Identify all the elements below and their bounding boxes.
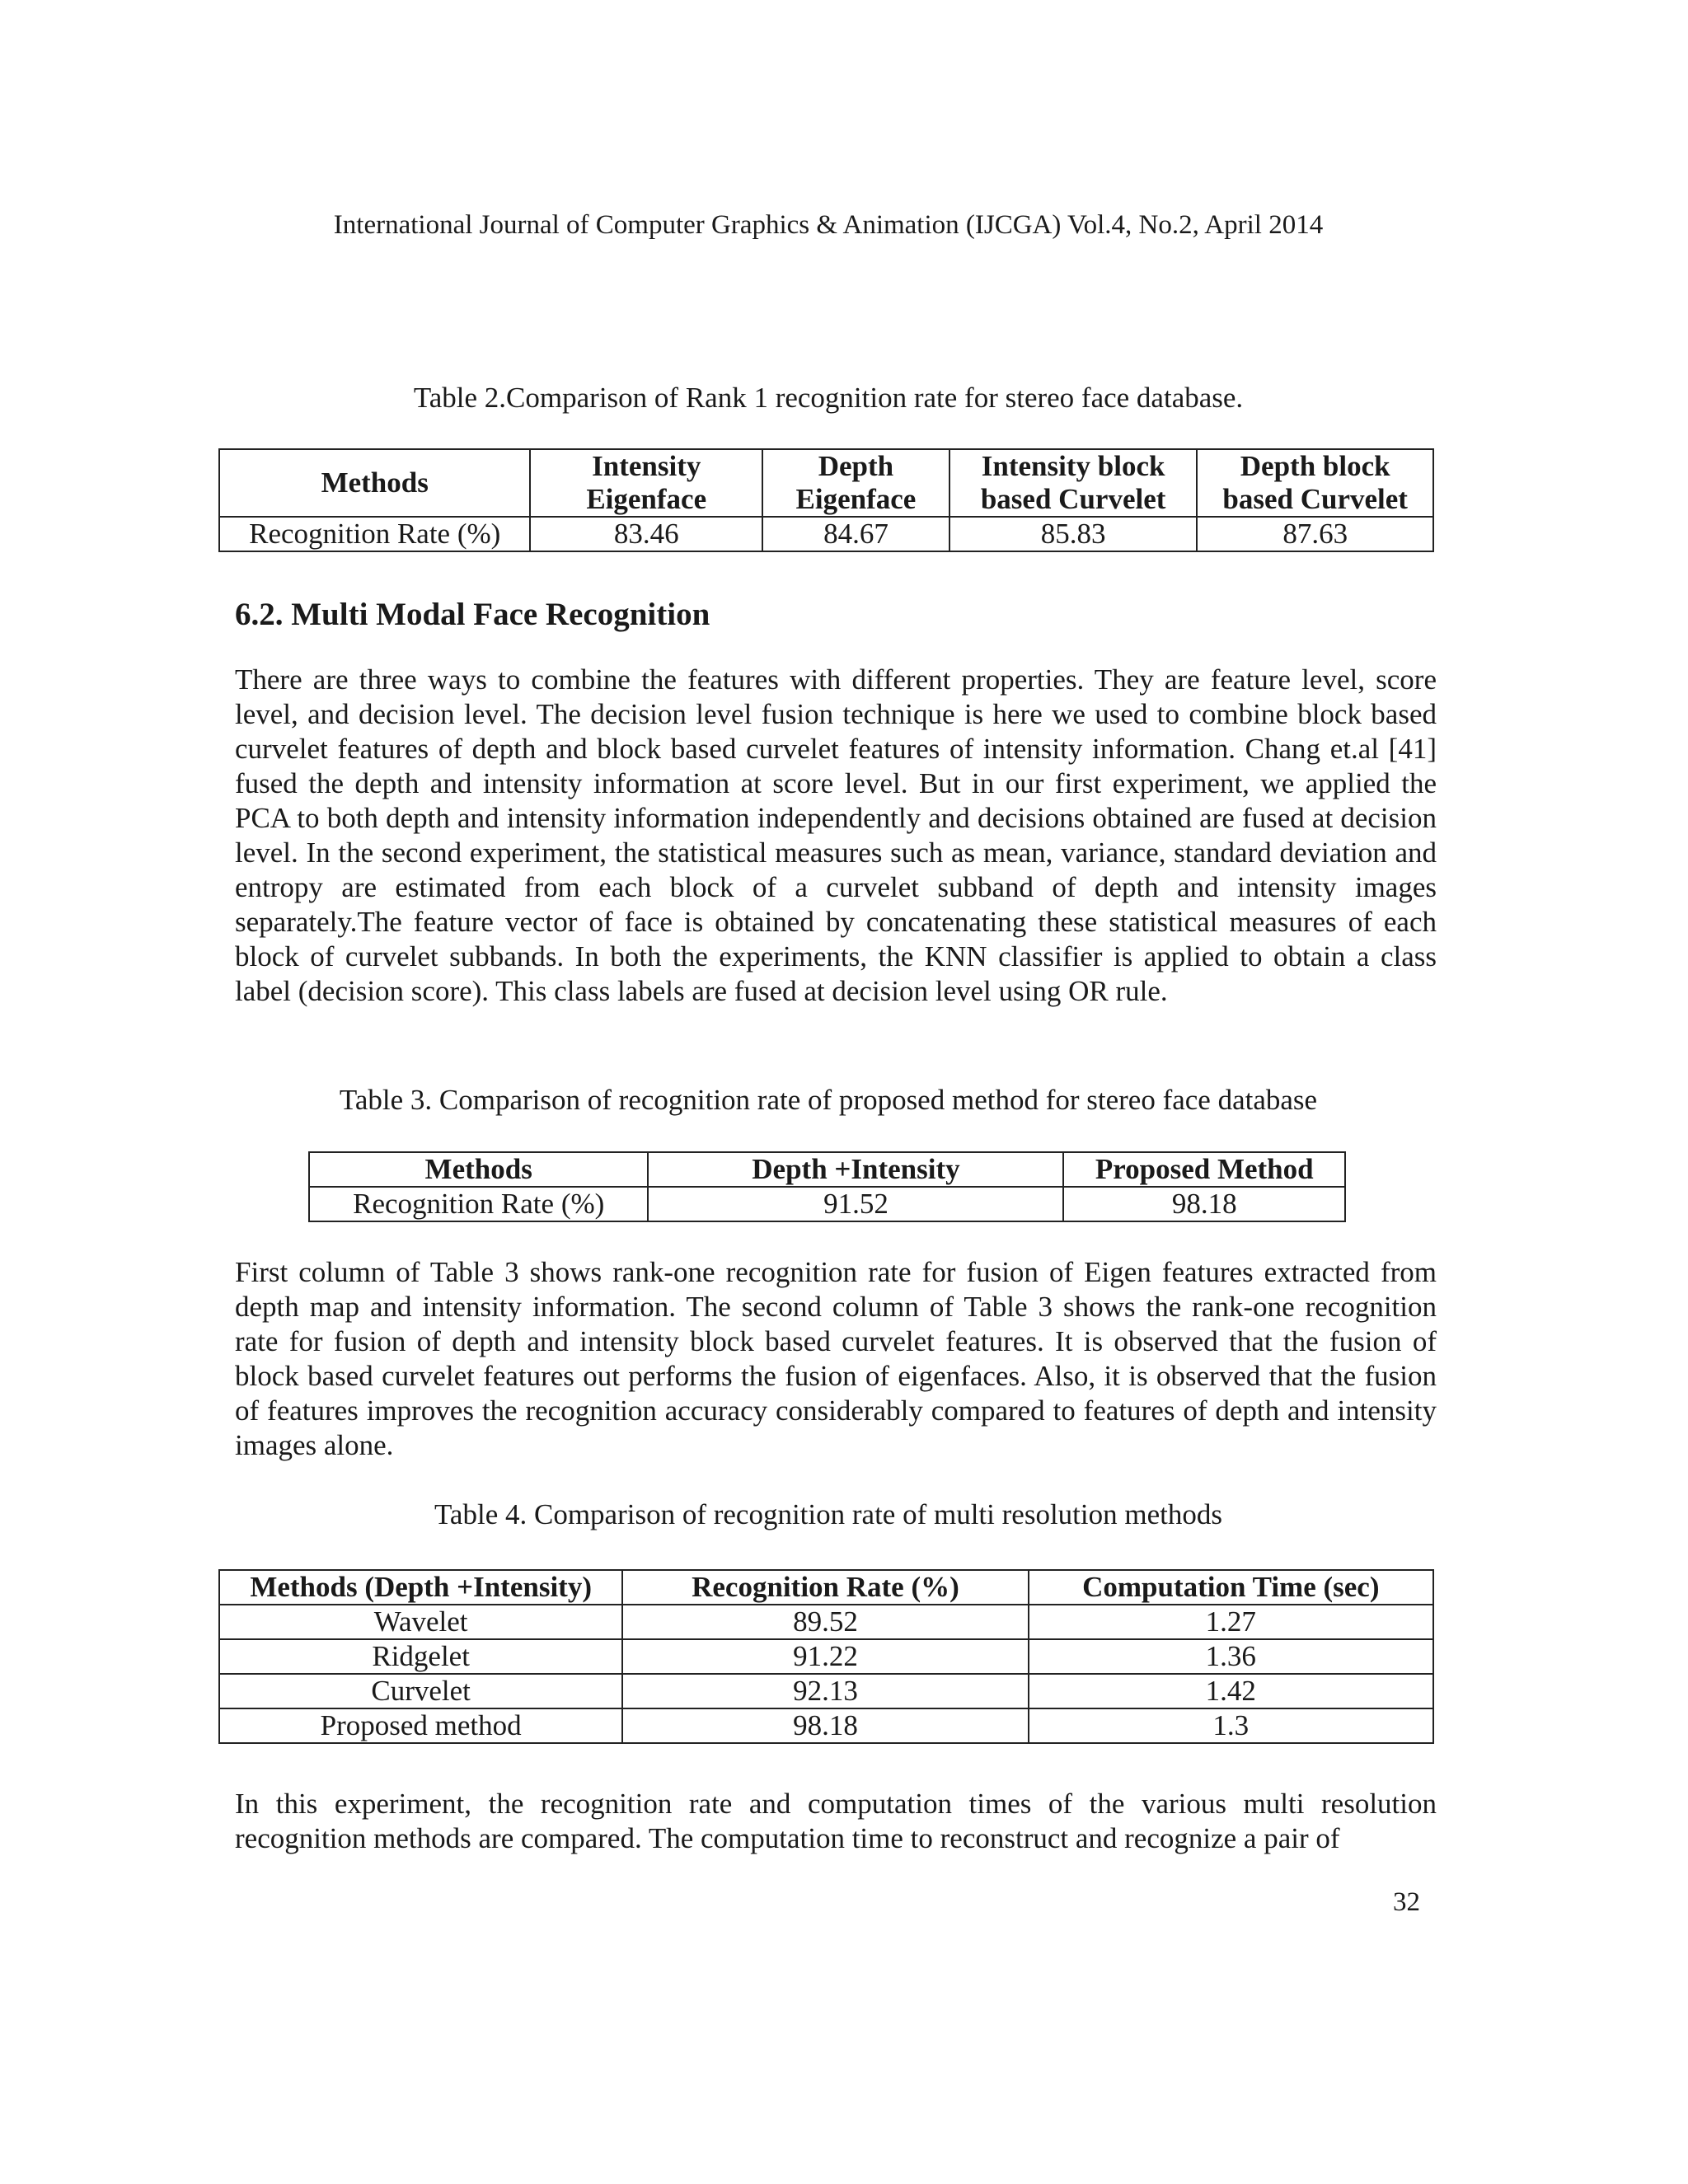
table3-header-row [309, 1152, 1345, 1187]
table4-cell: Wavelet [219, 1605, 622, 1639]
table4-cell: 1.3 [1029, 1708, 1433, 1743]
table2-cell: Recognition Rate (%) [219, 517, 530, 551]
table3-caption: Table 3. Comparison of recognition rate of proposed method for stereo face database [339, 1084, 1318, 1116]
table2-cell: 85.83 [950, 517, 1198, 551]
section-heading: 6.2. Multi Modal Face Recognition [235, 597, 710, 632]
table2-cell: 84.67 [762, 517, 950, 551]
table4-cell: 89.52 [622, 1605, 1028, 1639]
running-header: International Journal of Computer Graphics & Animation (IJCGA) Vol.4, No.2, April 2014 [333, 210, 1324, 240]
table4-row [219, 1605, 1433, 1639]
table2 [218, 448, 1434, 552]
table2-cell: 83.46 [530, 517, 762, 551]
table4-cell: 91.22 [622, 1639, 1028, 1674]
table4-row [219, 1639, 1433, 1674]
table4-header-cell: Computation Time (sec) [1029, 1570, 1433, 1605]
table4-cell: Curvelet [219, 1674, 622, 1708]
table4-header-cell: Methods (Depth +Intensity) [219, 1570, 622, 1605]
table4-header-row [219, 1570, 1433, 1605]
table4-caption: Table 4. Comparison of recognition rate of multi resolution methods [434, 1498, 1222, 1530]
table3-header-cell: Proposed Method [1063, 1152, 1345, 1187]
table4 [218, 1569, 1434, 1744]
table3-cell: 91.52 [648, 1187, 1063, 1221]
table4-cell: 98.18 [622, 1708, 1028, 1743]
table4-cell: 1.36 [1029, 1639, 1433, 1674]
page-number: 32 [1393, 1887, 1420, 1917]
table4-cell: Ridgelet [219, 1639, 622, 1674]
table4-row [219, 1674, 1433, 1708]
table4-cell: 1.27 [1029, 1605, 1433, 1639]
table4-cell: 92.13 [622, 1674, 1028, 1708]
table3-cell: 98.18 [1063, 1187, 1345, 1221]
table3-header-cell: Methods [309, 1152, 648, 1187]
table2-header-row [219, 449, 1433, 517]
table4-header-cell: Recognition Rate (%) [622, 1570, 1028, 1605]
table3-header-cell: Depth +Intensity [648, 1152, 1063, 1187]
paragraph-3: In this experiment, the recognition rate and computation times of the various multi resolution recognition methods are compared. The computation time to reconstruct and recognize a pair of [235, 1788, 1437, 1854]
table4-cell: 1.42 [1029, 1674, 1433, 1708]
table2-header-cell: Methods [219, 449, 530, 517]
table4-cell: Proposed method [219, 1708, 622, 1743]
table2-header-cell: Depth Eigenface [762, 449, 950, 517]
table3-cell: Recognition Rate (%) [309, 1187, 648, 1221]
table2-caption: Table 2.Comparison of Rank 1 recognition rate for stereo face database. [413, 382, 1244, 414]
table2-header-cell: Intensity block based Curvelet [950, 449, 1198, 517]
table2-header-cell: Intensity Eigenface [530, 449, 762, 517]
table4-row [219, 1708, 1433, 1743]
table2-header-cell: Depth block based Curvelet [1197, 449, 1433, 517]
table3 [308, 1151, 1346, 1222]
paragraph-2: First column of Table 3 shows rank-one recognition rate for fusion of Eigen features extracted from depth map and intensity information. The second column of Table 3 shows the rank-one recognition rate for fusion of depth and intensity block based curvelet features. It is observed that the fusion of block based curvelet features out performs the fusion of eigenfaces. Also, it is observed that the fusion of features improves the recognition accuracy considerably compared to features of depth and intensity images alone. [235, 1256, 1437, 1461]
table3-row [309, 1187, 1345, 1221]
table2-row [219, 517, 1433, 551]
table2-cell: 87.63 [1197, 517, 1433, 551]
paragraph-1: There are three ways to combine the features with different properties. They are feature level, score level, and decision level. The decision level fusion technique is here we used to combine block based curvelet features of depth and block based curvelet features of intensity information. Chang et.al [41] fused the depth and intensity information at score level. But in our first experiment, we applied the PCA to both depth and intensity information independently and decisions obtained are fused at decision level. In the second experiment, the statistical measures such as mean, variance, standard deviation and entropy are estimated from each block of a curvelet subband of depth and intensity images separately.The feature vector of face is obtained by concatenating these statistical measures of each block of curvelet subbands. In both the experiments, the KNN classifier is applied to obtain a class label (decision score). This class labels are fused at decision level using OR rule. [235, 663, 1437, 1007]
